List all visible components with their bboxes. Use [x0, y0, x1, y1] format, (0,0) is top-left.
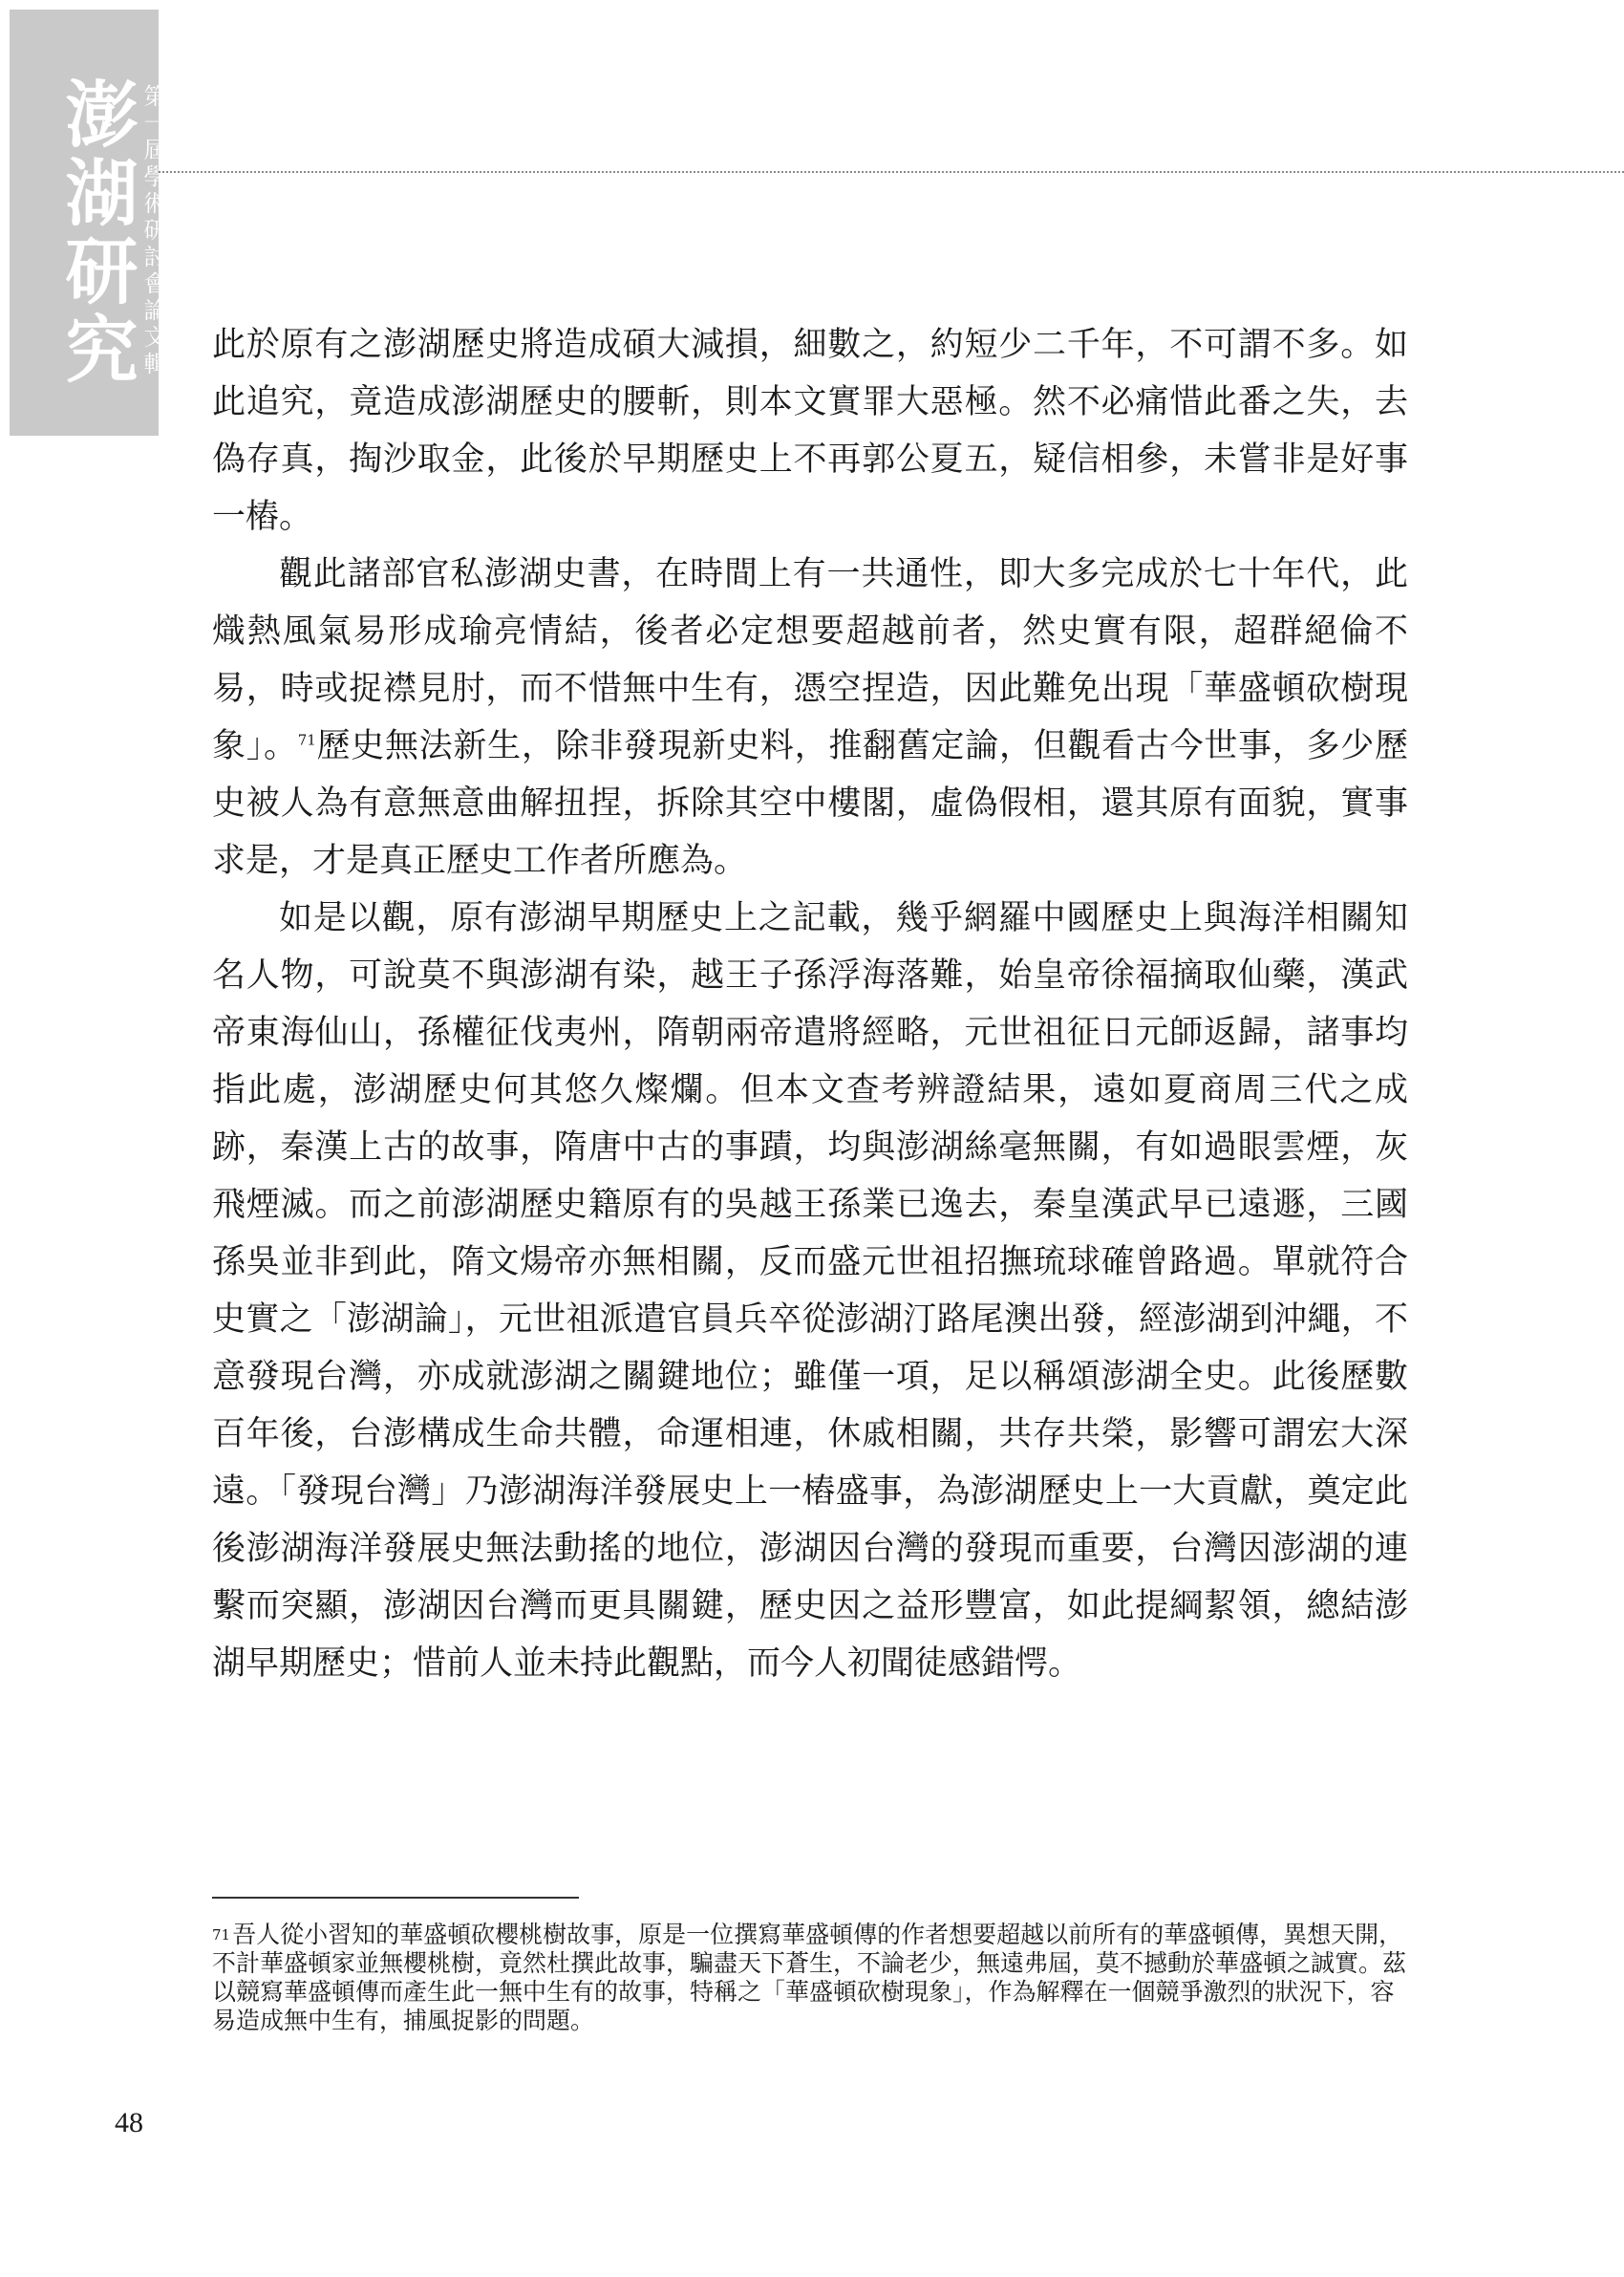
paragraph-2-before-note: 觀此諸部官私澎湖史書，在時間上有一共通性，即大多完成於七十年代，此熾熱風氣易形成瑜亮情結，後者必定想要超越前者，然史實有限，超群絕倫不易，時或捉襟見肘，而不惜無中生有，憑空捏造，因此難免出現「華盛頓砍樹現象」。	[212, 555, 1408, 765]
paragraph-1: 此於原有之澎湖歷史將造成碩大減損，細數之，約短少二千年，不可謂不多。如此追究，竟造成澎湖歷史的腰斬，則本文實罪大惡極。然不必痛惜此番之失，去偽存真，掏沙取金，此後於早期歷史上不再郭公夏五，疑信相參，未嘗非是好事一樁。	[212, 326, 1408, 536]
journal-title: 澎湖研究	[53, 76, 139, 390]
page-number: 48	[115, 2107, 143, 2138]
footnote-ref-71[interactable]: 71	[297, 731, 316, 749]
paragraph-2	[212, 546, 1408, 890]
journal-side-tab	[10, 10, 166, 436]
footnote-text: 吾人從小習知的華盛頓砍櫻桃樹故事，原是一位撰寫華盛頓傳的作者想要超越以前所有的華盛頓傳，異想天開，不計華盛頓家並無櫻桃樹，竟然杜撰此故事，騙盡天下蒼生，不論老少，無遠弗屆，莫不撼動於華盛頓之誠實。茲以競寫華盛頓傳而產生此一無中生有的故事，特稱之「華盛頓砍樹現象」，作為解釋在一個競爭激烈的狀況下，容易造成無中生有，捕風捉影的問題。	[212, 1921, 1407, 2034]
article-body	[212, 316, 1408, 1692]
footnote-71	[212, 1921, 1408, 2035]
paragraph-3: 如是以觀，原有澎湖早期歷史上之記載，幾乎網羅中國歷史上與海洋相關知名人物，可說莫不與澎湖有染，越王子孫浮海落難，始皇帝徐福摘取仙藥，漢武帝東海仙山，孫權征伐夷州，隋朝兩帝遣將經略，元世祖征日元師返歸，諸事均指此處，澎湖歷史何其悠久燦爛。但本文查考辨證結果，遠如夏商周三代之成跡，秦漢上古的故事，隋唐中古的事蹟，均與澎湖絲毫無關，有如過眼雲煙，灰飛煙滅。而之前澎湖歷史籍原有的吳越王孫業已逸去，秦皇漢武早已遠遯，三國孫吳並非到此，隋文煬帝亦無相關，反而盛元世祖招撫琉球確曾路過。單就符合史實之「澎湖論」，元世祖派遣官員兵卒從澎湖汀路尾澳出發，經澎湖到沖繩，不意發現台灣，亦成就澎湖之關鍵地位；雖僅一項，足以稱頌澎湖全史。此後歷數百年後，台澎構成生命共體，命運相連，休戚相關，共存共榮，影響可謂宏大深遠。「發現台灣」乃澎湖海洋發展史上一樁盛事，為澎湖歷史上一大貢獻，奠定此後澎湖海洋發展史無法動搖的地位，澎湖因台灣的發現而重要，台灣因澎湖的連繫而突顯，澎湖因台灣而更具關鍵，歷史因之益形豐富，如此提綱絜領，總結澎湖早期歷史；惜前人並未持此觀點，而今人初聞徒感錯愕。	[212, 899, 1408, 1683]
footnote-separator	[212, 1897, 579, 1899]
footnote-number: 71	[212, 1926, 231, 1944]
header-dotted-rule	[159, 171, 1624, 173]
journal-subtitle: 第一屆學術研討會論文輯	[139, 84, 166, 378]
paragraph-2-after-note: 歷史無法新生，除非發現新史料，推翻舊定論，但觀看古今世事，多少歷史被人為有意無意曲解扭捏，拆除其空中樓閣，虛偽假相，還其原有面貌，實事求是，才是真正歷史工作者所應為。	[212, 727, 1408, 880]
